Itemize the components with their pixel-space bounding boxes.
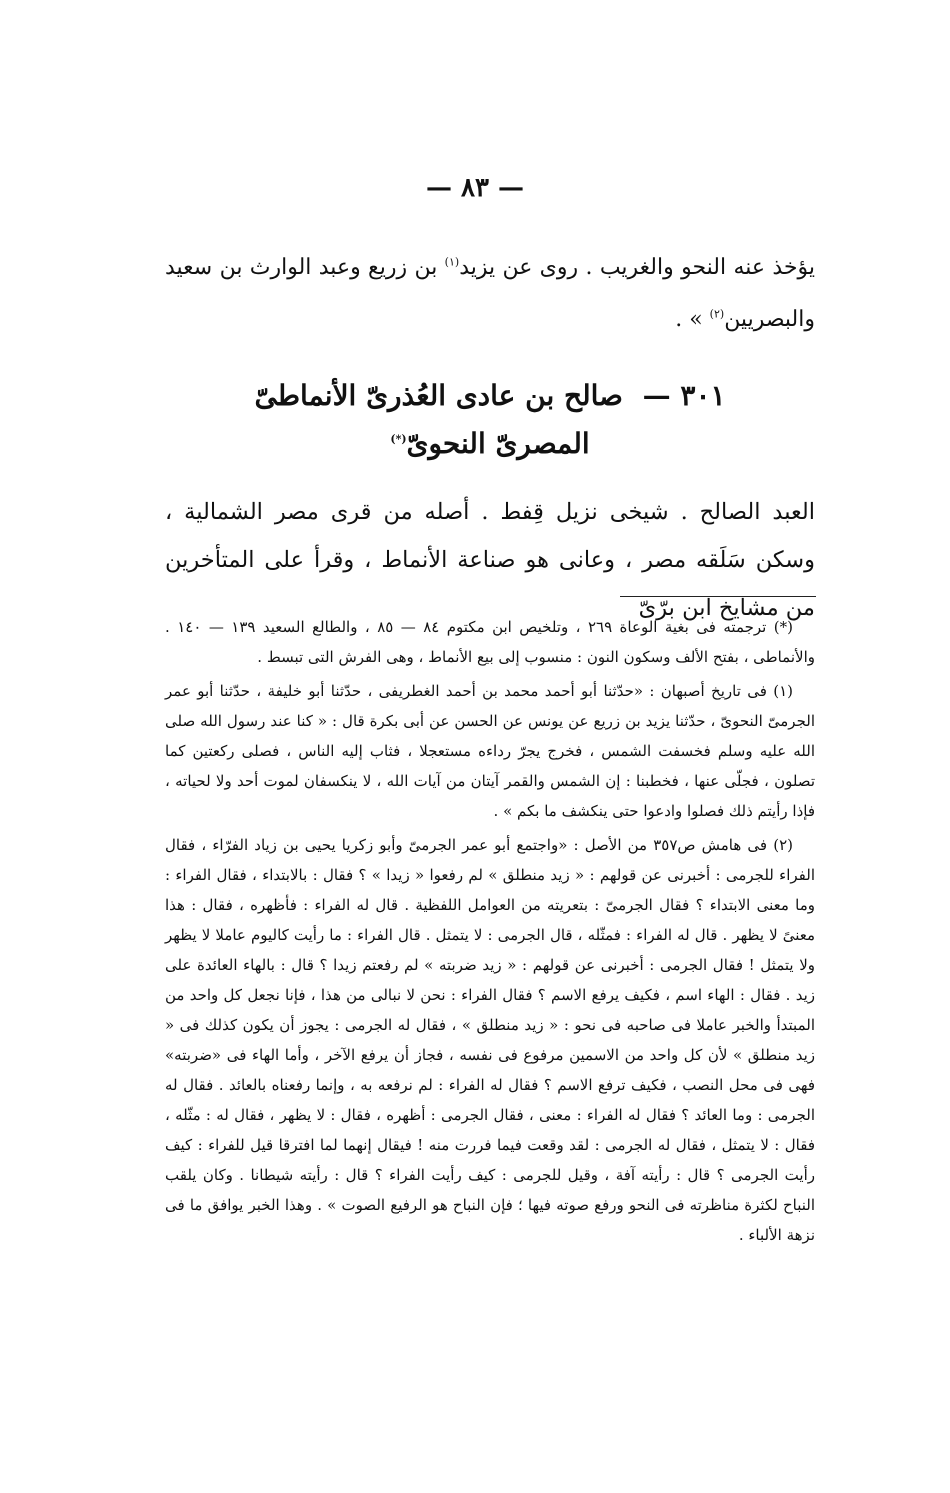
footnote-ref-1: (١) [444, 255, 460, 269]
intro-text-1: يؤخذ عنه النحو والغريب . روى عن يزيد [459, 255, 815, 280]
intro-text-3: » . [675, 307, 703, 332]
intro-text-2: بن زريع وعبد الوارث بن سعيد والبصريين [165, 255, 815, 332]
entry-number: ٣٠١ — [642, 379, 726, 412]
footnote-2: (٢) فى هامش ص٣٥٧ من الأصل : «واجتمع أبو عمر الجرمىّ وأبو زكريا يحيى بن زياد الفرّاء ، فقال الفراء للجرمى : أخبرنى عن قولهم : « زيد منطلق » لم رفعوا « زيدا » ؟ فقال : بالابتداء ، فقال الفراء : وما معنى الابتداء ؟ فقال الجرمىّ : بتعريته من العوامل اللفظية . قال له الفراء : فأظهره ، فقال : هذا معنىً لا يظهر . قال له الفراء : فمثّله ، قال الجرمى : لا يتمثل . قال الفراء : ما رأيت كاليوم عاملا لا يظهر ولا يتمثل ! فقال الجرمى : أخبرنى عن قولهم : « زيد ضربته » لم رفعتم زيدا ؟ قال : بالهاء العائدة على زيد . فقال : الهاء اسم ، فكيف يرفع الاسم ؟ فقال الفراء : نحن لا نبالى من هذا ، فإنا نجعل كل واحد من المبتدأ والخبر عاملا فى صاحبه فى نحو : « زيد منطلق » ، فقال له الجرمى : يجوز أن يكون كذلك فى « زيد منطلق » لأن كل واحد من الاسمين مرفوع فى نفسه ، فجاز أن يرفع الآخر ، وأما الهاء فى «ضربته» فهى فى محل النصب ، فكيف ترفع الاسم ؟ فقال له الفراء : لم نرفعه به ، وإنما رفعناه بالعائد . فقال له الجرمى : وما العائد ؟ فقال له الفراء : معنى ، فقال الجرمى : أظهره ، فقال : لا يظهر ، فقال له : مثّله ، فقال : لا يتمثل ، فقال له الجرمى : لقد وقعت فيما فررت منه ! فيقال إنهما لما افترقا قيل للفراء : كيف رأيت الجرمى ؟ قال : رأيته آفة ، وقيل للجرمى : كيف رأيت الفراء ؟ قال : رأيته شيطانا . وكان يلقب النباح لكثرة مناظرته فى النحو ورفع صوته فيها ؛ فإن النباح هو الرفيع الصوت » . وهذا الخبر يوافق ما فى نزهة الألباء . [165, 836, 815, 1244]
footnote-star: (*) ترجمته فى بغية الوعاة ٢٦٩ ، وتلخيص ابن مكتوم ٨٤ — ٨٥ ، والطالع السعيد ١٣٩ — ١٤٠ . والأنماطى ، بفتح الألف وسكون النون : منسوب إلى بيع الأنماط ، وهى الفرش التى تبسط . [165, 618, 815, 666]
footnote-ref-star: (*) [390, 432, 407, 446]
entry-body-text: العبد الصالح . شيخى نزيل قِفط . أصله من قرى مصر الشمالية ، وسكن سَلَقه مصر ، وعانى هو صناعة الأنماط ، وقرأ على المتأخرين من مشايخ ابن برّىّ [165, 499, 815, 621]
footnote-ref-2: (٢) [709, 307, 725, 321]
footnotes [165, 612, 815, 1254]
intro-paragraph [165, 242, 815, 346]
entry-title-line2: المصرىّ النحوىّ [406, 427, 590, 460]
page-number: — ٨٣ — [425, 173, 525, 203]
entry-heading [165, 372, 815, 468]
entry-body [165, 488, 815, 632]
entry-title-line1: صالح بن عادى العُذرىّ الأنماطىّ [254, 379, 623, 412]
footnote-1: (١) فى تاريخ أصبهان : «حدّثنا أبو أحمد محمد بن أحمد الغطريفى ، حدّثنا أبو خليفة ، حدّثنا أبو عمر الجرمىّ النحوىّ ، حدّثنا يزيد بن زريع عن يونس عن الحسن عن أبى بكرة قال : « كنا عند رسول الله صلى الله عليه وسلم فخسفت الشمس ، فخرج يجرّ رداءه مستعجلا ، فثاب إليه الناس ، فصلى ركعتين كما تصلون ، فجلّى عنها ، فخطبنا : إن الشمس والقمر آيتان من آيات الله ، لا ينكسفان لموت أحد ولا لحياته ، فإذا رأيتم ذلك فصلوا وادعوا حتى ينكشف ما بكم » . [165, 682, 815, 820]
footnote-divider [620, 596, 816, 597]
